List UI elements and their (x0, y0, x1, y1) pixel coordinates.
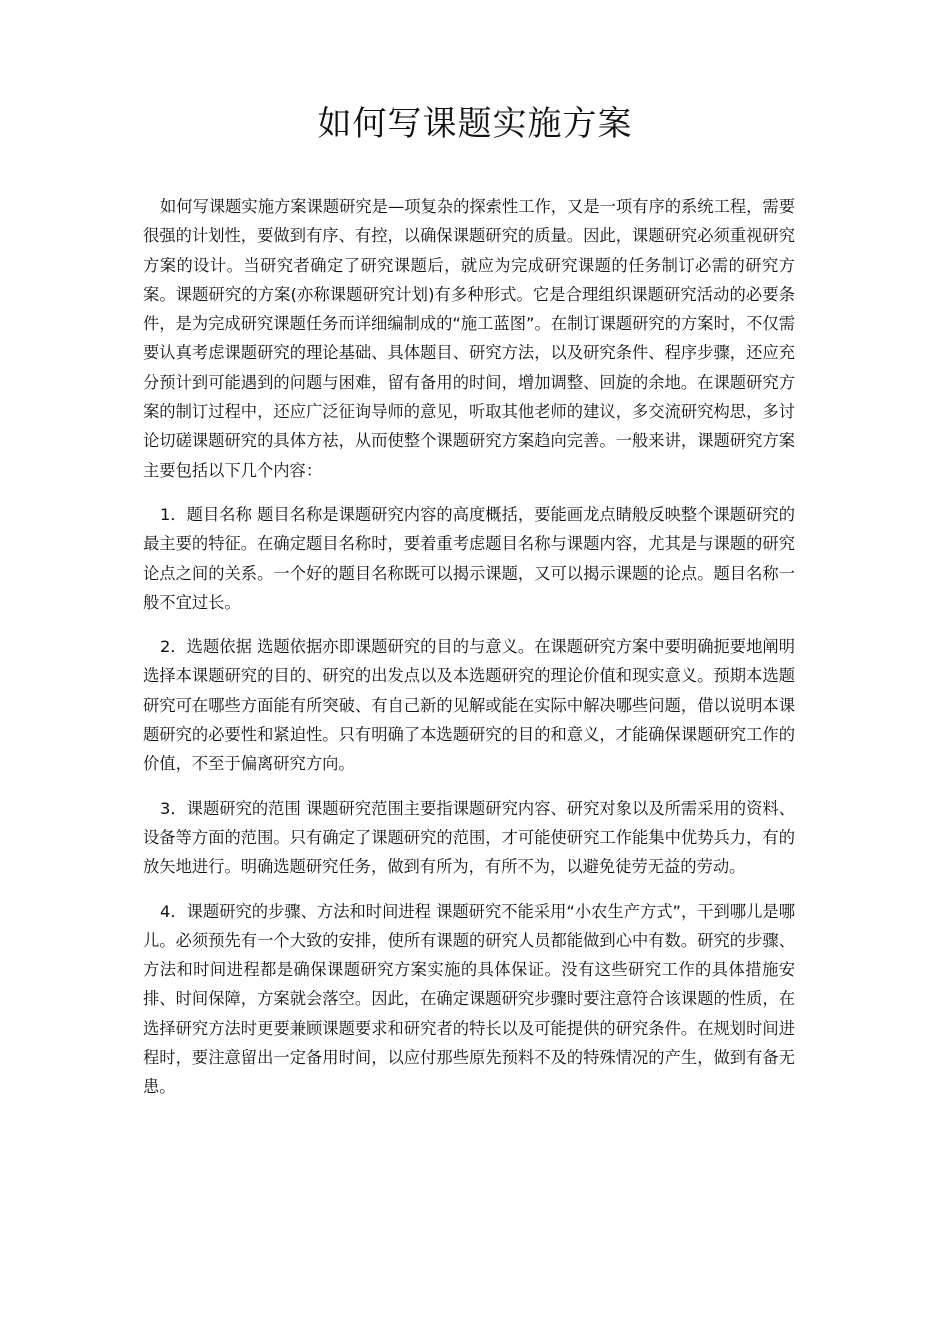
document-body (143, 192, 795, 1117)
document-title: 如何写课题实施方案 (317, 104, 633, 144)
section-1-paragraph: 1．题目名称 题目名称是课题研究内容的高度概括，要能画龙点睛般反映整个课题研究的最主要的特征。在确定题目名称时，要着重考虑题目名称与课题内容，尤其是与课题的研究论点之间的关系。一个好的题目名称既可以揭示课题，又可以揭示课题的论点。题目名称一般不宜过长。 (143, 504, 795, 612)
intro-paragraph: 如何写课题实施方案课题研究是—项复杂的探索性工作，又是一项有序的系统工程，需要很强的计划性，要做到有序、有控，以确保课题研究的质量。因此，课题研究必须重视研究方案的设计。当研究者确定了研究课题后，就应为完成研究课题的任务制订必需的研究方案。课题研究的方案(亦称课题研究计划)有多种形式。它是合理组织课题研究活动的必要条件，是为完成研究课题任务而详细编制成的“施工蓝图”。在制订课题研究的方案时，不仅需要认真考虑课题研究的理论基础、具体题目、研究方法，以及研究条件、程序步骤，还应充分预计到可能遇到的问题与困难，留有备用的时间，增加调整、回旋的余地。在课题研究方案的制订过程中，还应广泛征询导师的意见，听取其他老师的建议，多交流研究构思，多讨论切磋课题研究的具体方祛，从而使整个课题研究方案趋向完善。一般来讲，课题研究方案主要包括以下几个内容： (143, 197, 795, 480)
section-3-paragraph: 3．课题研究的范围 课题研究范围主要指课题研究内容、研究对象以及所需采用的资料、设备等方面的范围。只有确定了课题研究的范围，才可能使研究工作能集中优势兵力，有的放矢地进行。明确选题研究任务，做到有所为，有所不为，以避免徒劳无益的劳动。 (143, 798, 795, 877)
section-2-paragraph: 2．选题依据 选题依据亦即课题研究的目的与意义。在课题研究方案中要明确扼要地阐明选择本课题研究的目的、研究的出发点以及本选题研究的理论价值和现实意义。预期本选题研究可在哪些方面能有所突破、有自己新的见解或能在实际中解决哪些问题，借以说明本课题研究的必要性和紧迫性。只有明确了本选题研究的目的和意义，才能确保课题研究工作的价值，不至于偏离研究方向。 (143, 637, 795, 774)
section-4-paragraph: 4．课题研究的步骤、方法和时间进程 课题研究不能采用“小农生产方式”，干到哪儿是哪儿。必须预先有一个大致的安排，使所有课题的研究人员都能做到心中有数。研究的步骤、方法和时间进程都是确保课题研究方案实施的具体保证。没有这些研究工作的具体措施安排、时间保障，方案就会落空。因此，在确定课题研究步骤时要注意符合该课题的性质，在选择研究方法时更要兼顾课题要求和研究者的特长以及可能提供的研究条件。在规划时间进程时，要注意留出一定备用时间，以应付那些原先预料不及的特殊情况的产生，做到有备无患。 (143, 901, 795, 1097)
